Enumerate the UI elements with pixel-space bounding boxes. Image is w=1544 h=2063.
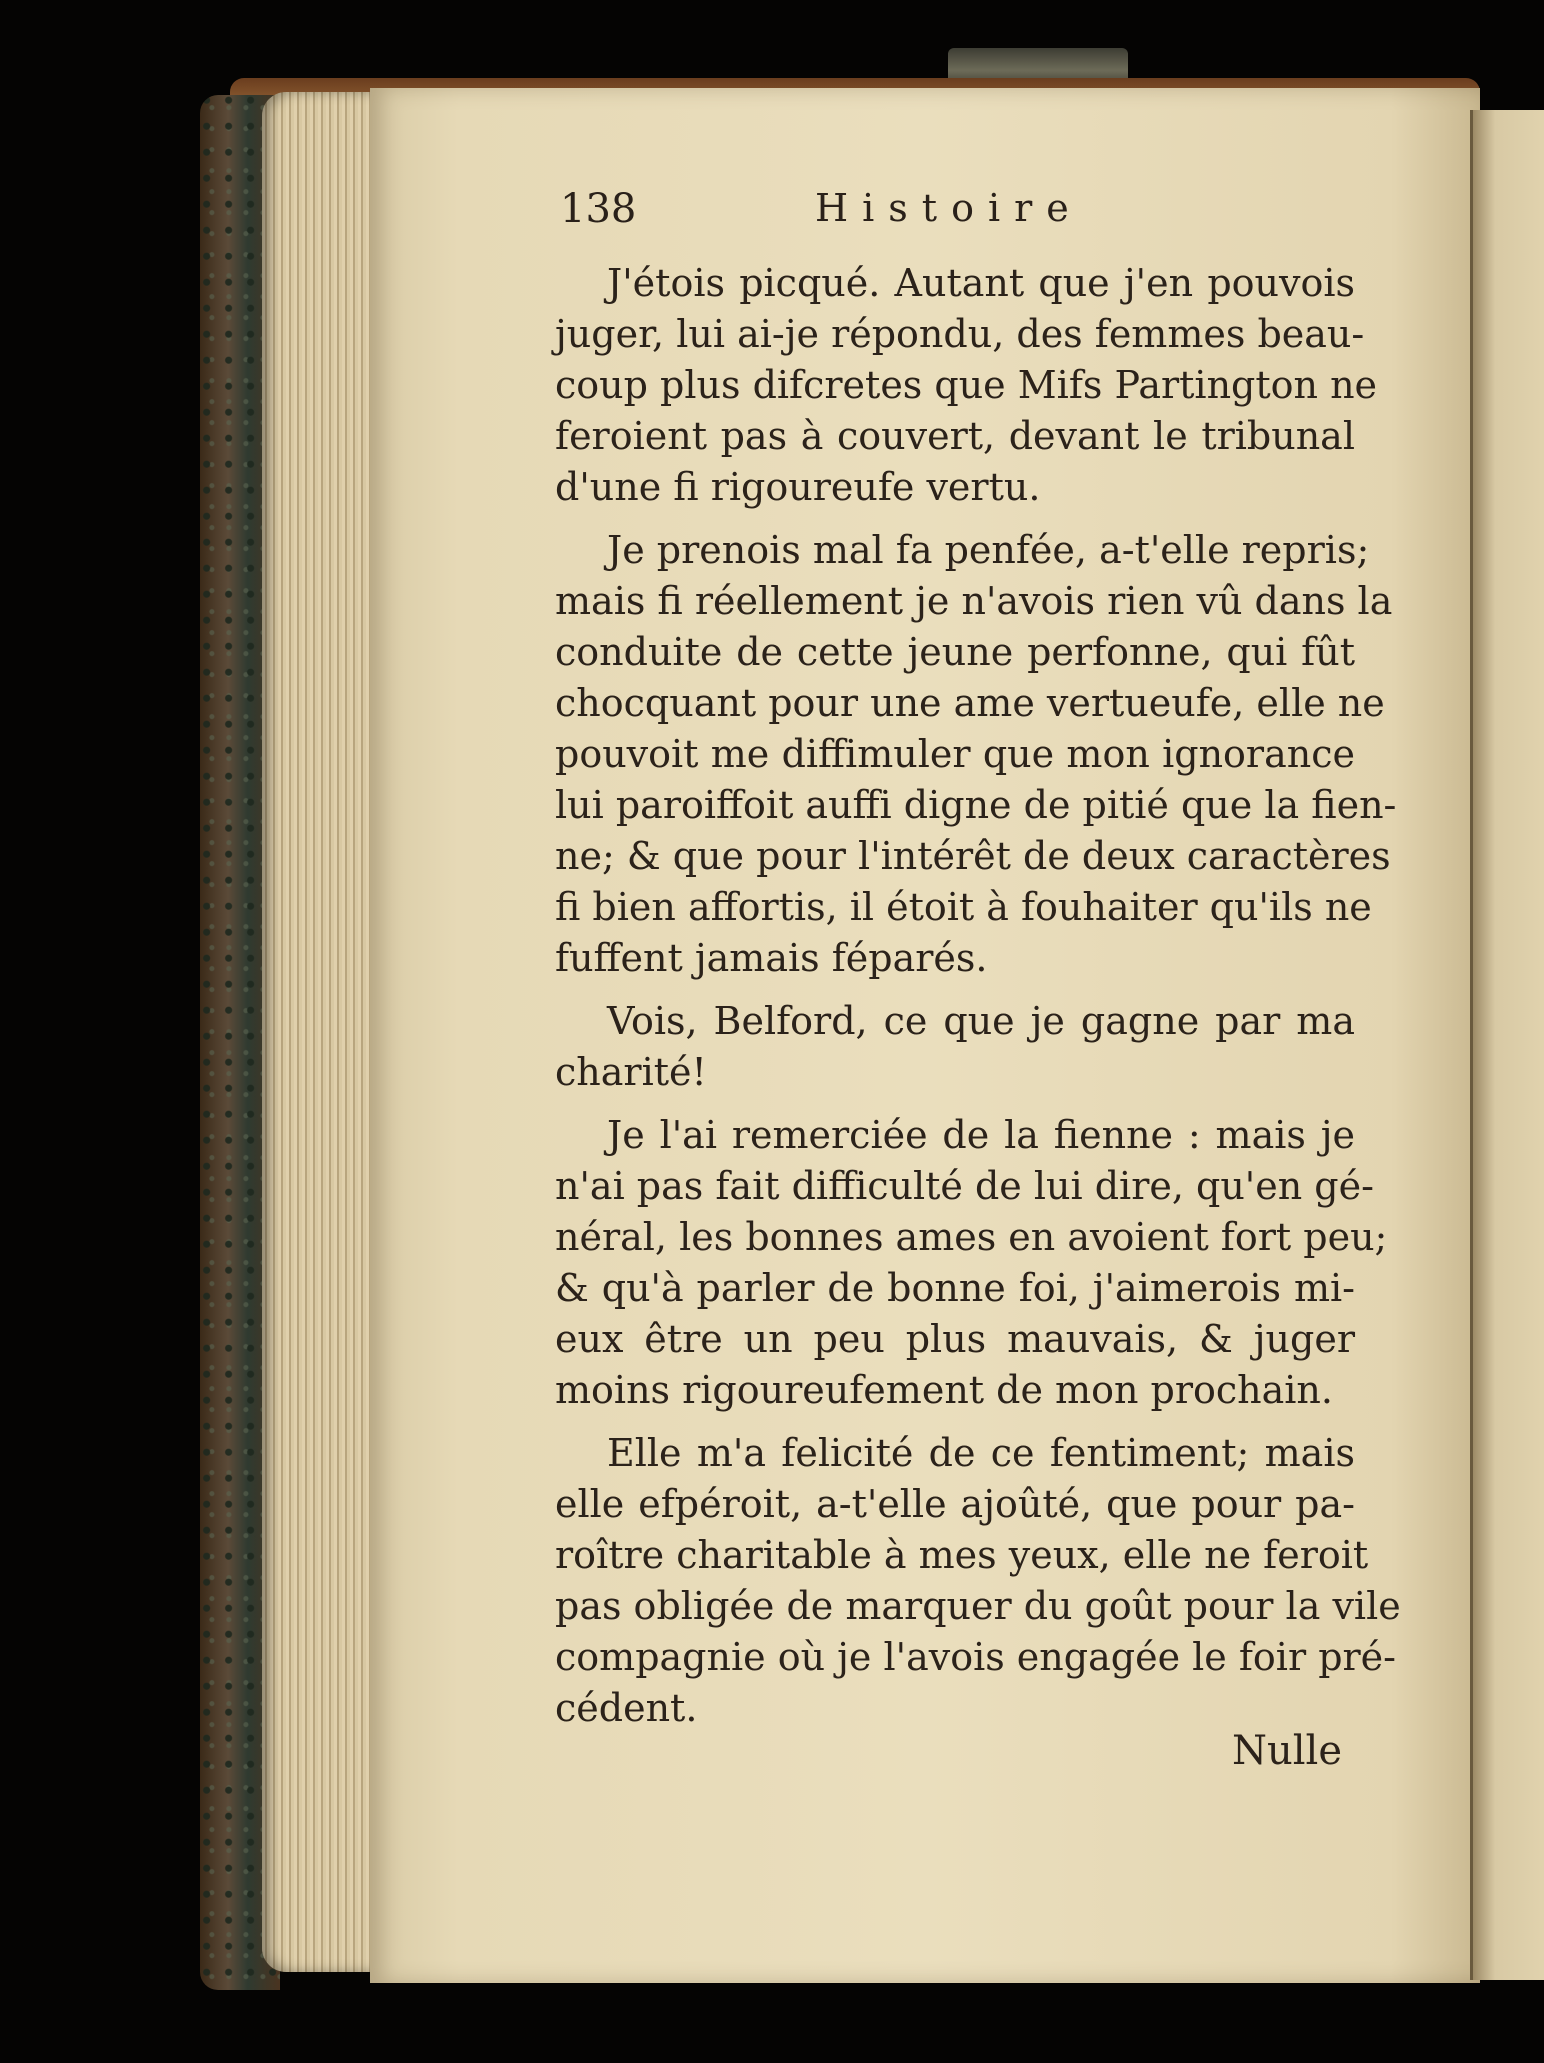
text-line: juger, lui ai-je répondu, des femmes beau- xyxy=(555,312,1365,356)
text-line: n'ai pas fait difficulté de lui dire, qu'en gé- xyxy=(555,1164,1374,1208)
text-line: J'étois picqué. Autant que j'en pouvois xyxy=(607,261,1355,305)
running-head xyxy=(560,180,1120,240)
facing-page-edge xyxy=(1470,110,1544,1980)
text-line: cédent. xyxy=(555,1686,698,1730)
text-line: compagnie où je l'avois engagée le foir pré- xyxy=(555,1635,1397,1679)
text-line: lui paroiffoit auffi digne de pitié que la fien- xyxy=(555,783,1397,827)
text-line: Elle m'a felicité de ce fentiment; mais xyxy=(607,1431,1355,1475)
paragraph xyxy=(555,258,1378,513)
text-line: moins rigoureufement de mon prochain. xyxy=(555,1368,1333,1412)
text-line: elle efpéroit, a-t'elle ajoûté, que pour pa- xyxy=(555,1482,1355,1526)
text-line: pouvoit me diffimuler que mon ignorance xyxy=(555,732,1355,776)
text-line: mais fi réellement je n'avois rien vû dans la xyxy=(555,579,1393,623)
paragraph xyxy=(555,996,1355,1098)
page-header-title: Histoire xyxy=(815,186,1083,230)
body-text xyxy=(555,258,1401,1746)
text-line: coup plus difcretes que Mifs Partington ne xyxy=(555,363,1378,407)
text-line: néral, les bonnes ames en avoient fort peu; xyxy=(555,1215,1388,1259)
text-line: charité! xyxy=(555,1050,707,1094)
catchword: Nulle xyxy=(1232,1728,1343,1774)
text-line: feroient pas à couvert, devant le tribunal xyxy=(555,414,1355,458)
text-line: Je prenois mal fa penfée, a-t'elle repris; xyxy=(607,528,1370,572)
text-line: Vois, Belford, ce que je gagne par ma xyxy=(607,999,1355,1043)
text-line: ne; & que pour l'intérêt de deux caractères xyxy=(555,834,1391,878)
text-line: conduite de cette jeune perfonne, qui fût xyxy=(555,630,1355,674)
paragraph xyxy=(555,1428,1401,1734)
text-line: pas obligée de marquer du goût pour la vile xyxy=(555,1584,1401,1628)
text-line: & qu'à parler de bonne foi, j'aimerois mi- xyxy=(555,1266,1355,1310)
text-line: eux être un peu plus mauvais, & juger xyxy=(555,1317,1355,1361)
text-line: d'une fi rigoureufe vertu. xyxy=(555,465,1041,509)
text-line: chocquant pour une ame vertueufe, elle ne xyxy=(555,681,1385,725)
text-line: fi bien affortis, il étoit à fouhaiter qu'ils ne xyxy=(555,885,1372,929)
paragraph xyxy=(555,525,1397,984)
text-line: fuffent jamais féparés. xyxy=(555,936,988,980)
text-line: roître charitable à mes yeux, elle ne feroit xyxy=(555,1533,1369,1577)
text-line: Je l'ai remerciée de la fienne : mais je xyxy=(607,1113,1355,1157)
paragraph xyxy=(555,1110,1388,1416)
page-edges xyxy=(262,92,382,1972)
page-number: 138 xyxy=(560,186,637,232)
